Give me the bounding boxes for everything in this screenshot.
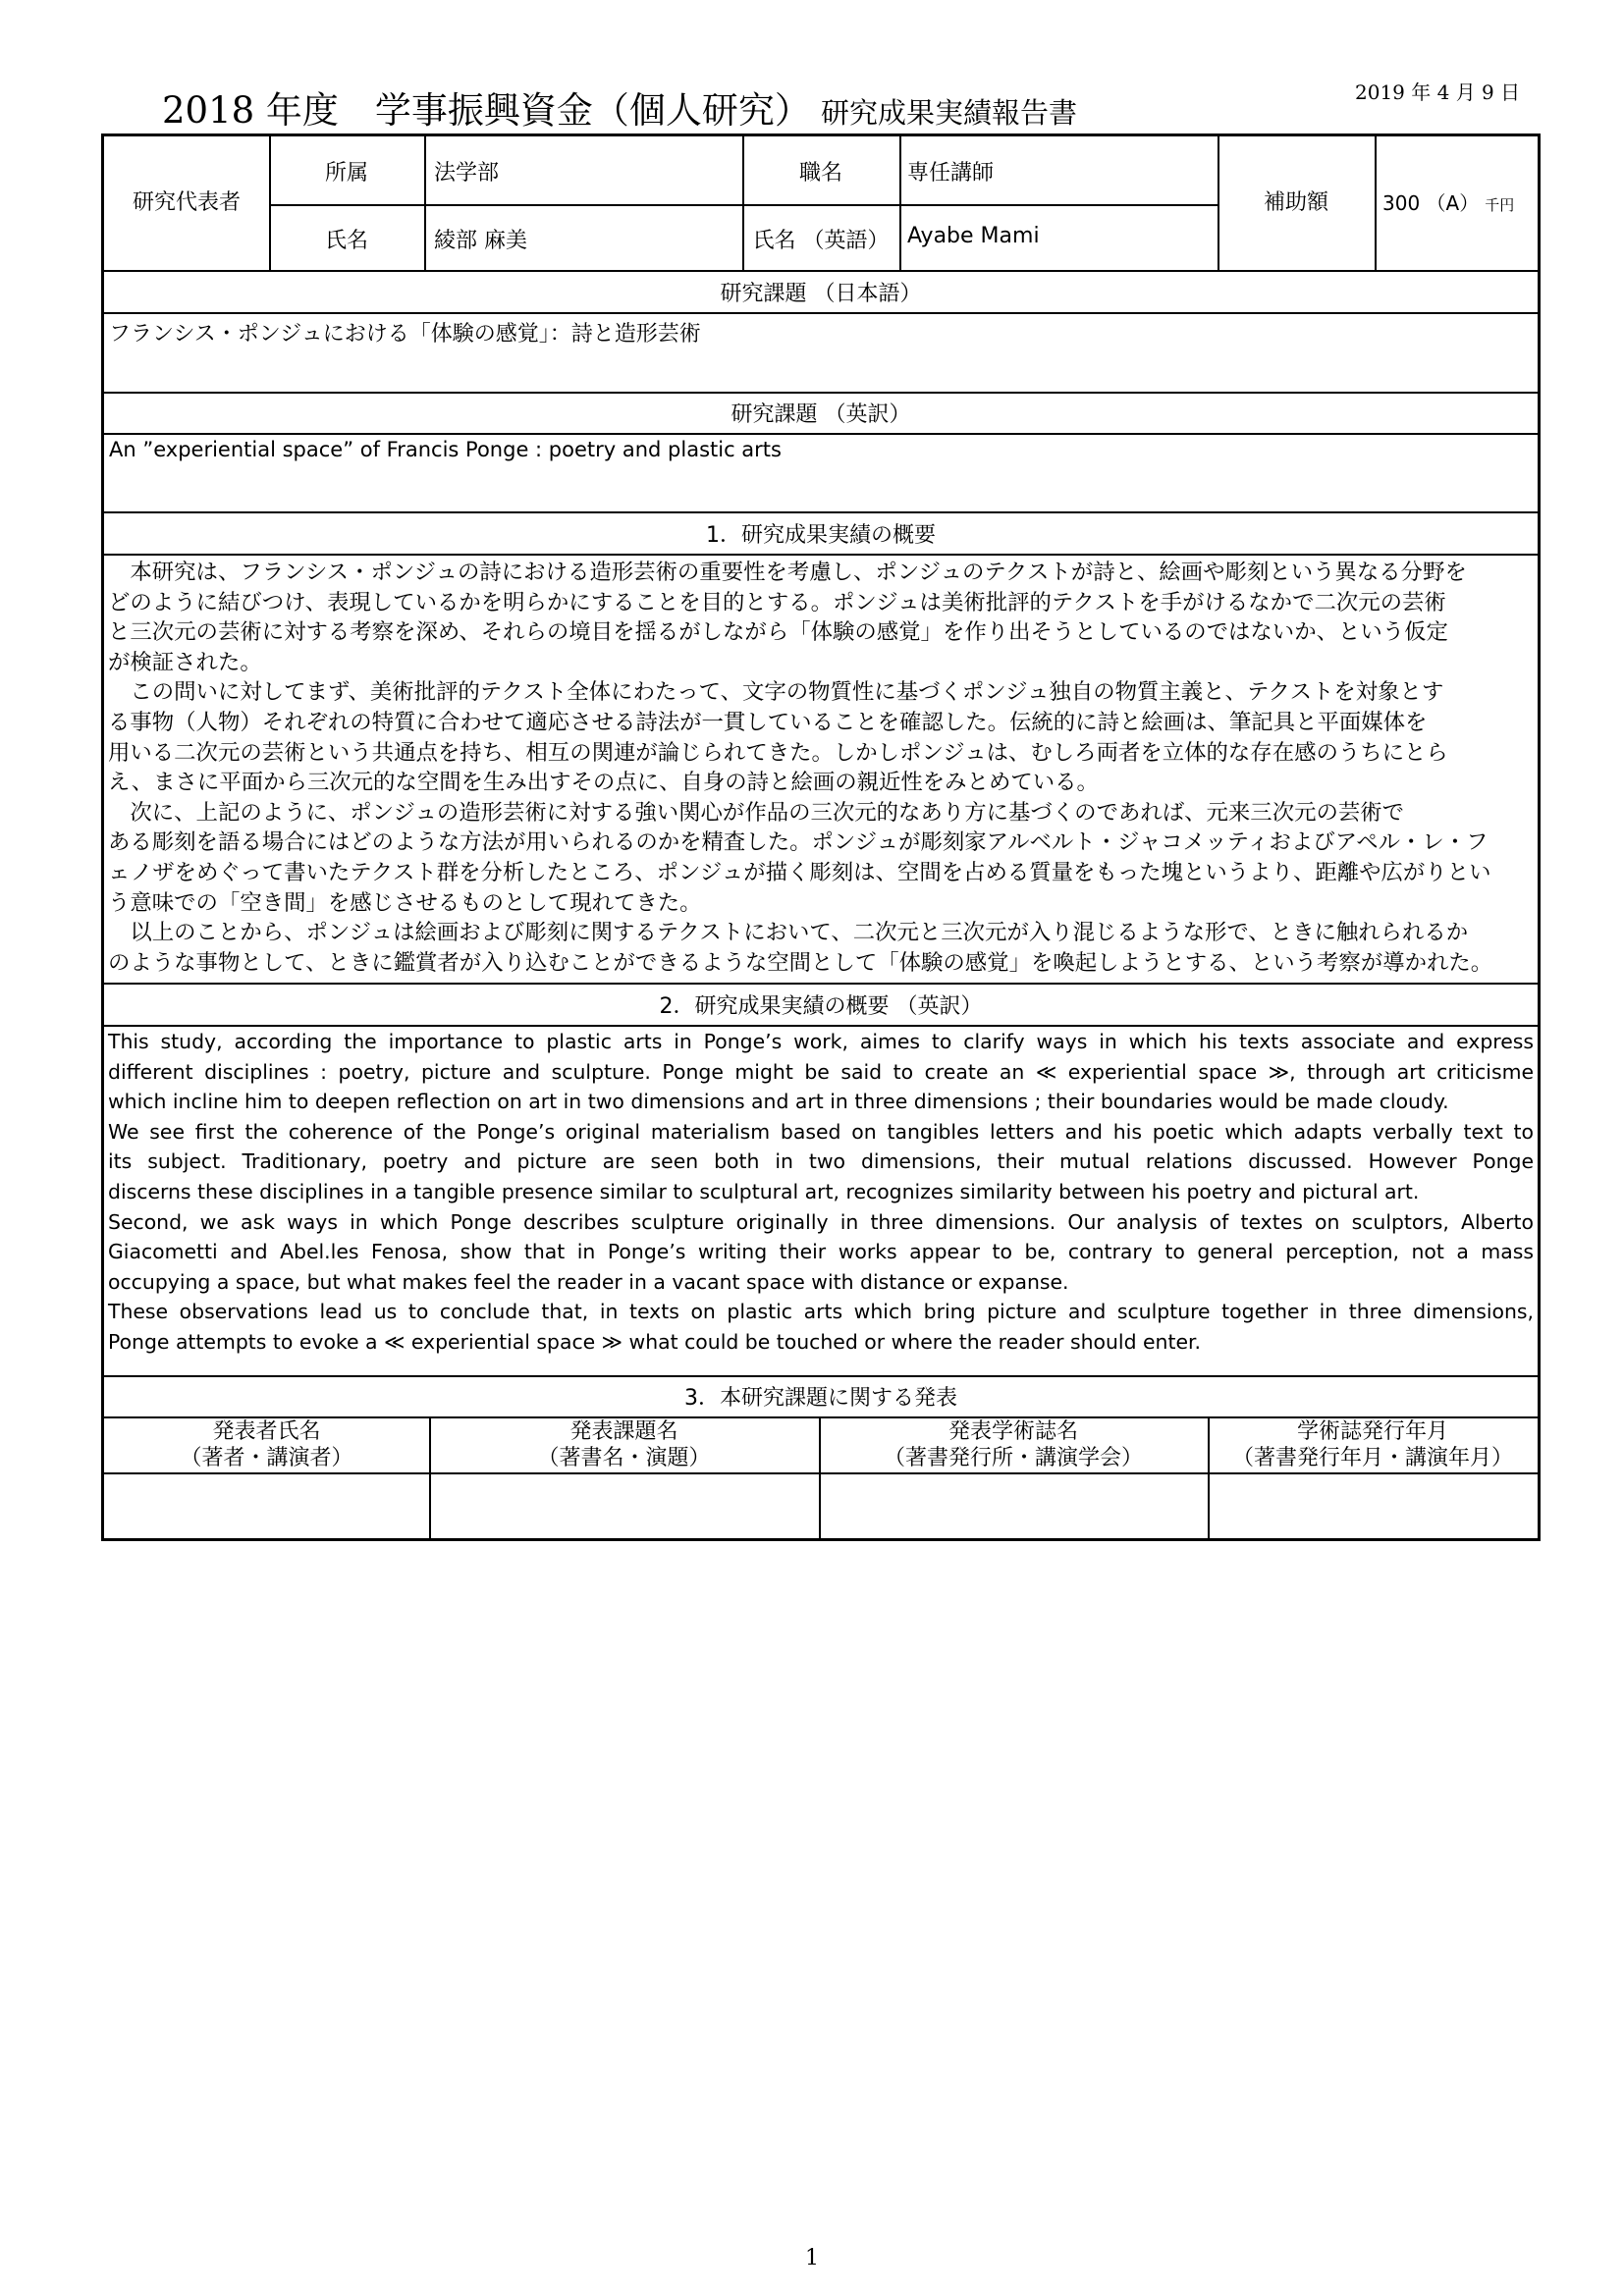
pub-cell-author[interactable] (104, 1474, 429, 1536)
summary-en-line: discerns these disciplines in a tangible presence similar to sculptural art, recognizes similarity between his poetry and pictural art. (108, 1179, 1420, 1203)
summary-en-body (108, 1027, 1534, 1358)
pub-col-title (429, 1418, 819, 1471)
name-value: 綾部 麻美 (434, 229, 527, 253)
topic-jp-header: 研究課題 （日本語） (720, 282, 922, 306)
summary-en-line: Giacometti and Abel.les Fenosa, show that in Ponge’s writing their works appear to be, contrary to general perception, not a mass (108, 1240, 1534, 1264)
pub-col-journal (819, 1418, 1208, 1471)
topic-jp-text: フランシス・ポンジュにおける「体験の感覚」：詩と造形芸術 (109, 322, 701, 347)
title-sub: 研究成果実績報告書 (820, 96, 1077, 130)
summary-en-line: Second, we ask ways in which Ponge describes sculpture originally in three dimensions. Our analysis of textes on sculptors, Alberto (108, 1209, 1534, 1234)
summary-jp-line: 本研究は、フランシス・ポンジュの詩における造形芸術の重要性を考慮し、ポンジュのテクストが詩と、絵画や彫刻という異なる分野を (108, 560, 1467, 585)
topic-en-header: 研究課題 （英訳） (731, 402, 911, 427)
pub-col-date-line2: （著書発行年月・講演年月） (1231, 1446, 1513, 1470)
position-label: 職名 (798, 161, 842, 186)
summary-jp-line: が検証された。 (108, 649, 262, 675)
pub-col-author-line2: （著者・講演者） (180, 1446, 353, 1470)
report-table (101, 133, 1541, 1541)
representative-label: 研究代表者 (132, 190, 241, 215)
pub-col-author-line1: 発表者氏名 (212, 1419, 321, 1444)
summary-en-line: This study, according the importance to plastic arts in Ponge’s work, aimes to clarify ways in which his texts associate and express (108, 1030, 1534, 1053)
summary-en-line: We see first the coherence of the Ponge’s original materialism based on tangibles letters and his poetic which adapts verbally text to (108, 1119, 1534, 1144)
pub-col-author (104, 1418, 429, 1471)
summary-jp-line: どのように結びつけ、表現しているかを明らかにすることを目的とする。ポンジュは美術批評的テクストを手がけるなかで二次元の芸術 (108, 589, 1446, 615)
summary-jp-line: え、まさに平面から三次元的な空間を生み出すその点に、自身の詩と絵画の親近性をみとめている。 (108, 770, 1099, 796)
name-en-value: Ayabe Mami (907, 224, 1040, 248)
name-label: 氏名 (324, 229, 368, 253)
subsidy-unit: 千円 (1485, 196, 1515, 214)
publications-header: 3．本研究課題に関する発表 (684, 1386, 957, 1411)
pub-col-date (1208, 1418, 1538, 1471)
summary-jp-line: る事物（人物）それぞれの特質に合わせて適応させる詩法が一貫していることを確認した。伝統的に詩と絵画は、筆記具と平面媒体を (108, 709, 1428, 735)
affiliation-value: 法学部 (434, 161, 500, 186)
summary-jp-header: 1．研究成果実績の概要 (706, 523, 936, 548)
summary-jp-line: ある彫刻を語る場合にはどのような方法が用いられるのかを精査した。ポンジュが彫刻家アルベルト・ジャコメッティおよびアペル・レ・フ (108, 829, 1489, 856)
summary-jp-line: ェノザをめぐって書いたテクスト群を分析したところ、ポンジュが描く彫刻は、空間を占める質量をもった塊というより、距離や広がりとい (108, 859, 1491, 885)
page-number: 1 (805, 2246, 819, 2270)
summary-en-header: 2．研究成果実績の概要 （英訳） (659, 994, 983, 1019)
pub-cell-title[interactable] (429, 1474, 819, 1536)
summary-en-line: which incline him to deepen reflection on art in two dimensions and art in three dimensions ; their boundaries would be made cloudy. (108, 1090, 1449, 1114)
summary-jp-line: と三次元の芸術に対する考察を深め、それらの境目を揺るがしながら「体験の感覚」を作り出そうとしているのではないか、という仮定 (108, 619, 1448, 646)
summary-jp-line: のような事物として、ときに鑑賞者が入り込むことができるような空間として「体験の感覚」を喚起しようとする、という考察が導かれた。 (108, 949, 1493, 976)
document-title (162, 80, 1077, 133)
subsidy-value: 300 （A） (1382, 191, 1480, 215)
subsidy-label: 補助額 (1263, 190, 1328, 215)
pub-col-title-line1: 発表課題名 (569, 1419, 678, 1444)
pub-cell-journal[interactable] (819, 1474, 1208, 1536)
title-main: 2018 年度 学事振興資金（個人研究） (162, 89, 811, 132)
summary-en-line: different disciplines : poetry, picture and sculpture. Ponge might be said to create an ≪ experiential space ≫, through art criticisme (108, 1059, 1534, 1084)
pub-col-journal-line2: （著書発行所・講演学会） (883, 1446, 1143, 1470)
summary-jp-line: この問いに対してまず、美術批評的テクスト全体にわたって、文字の物質性に基づくポンジュ独自の物質主義と、テクストを対象とす (108, 679, 1444, 706)
pub-cell-date[interactable] (1208, 1474, 1538, 1536)
summary-en-line: These observations lead us to conclude that, in texts on plastic arts which bring picture and sculpture together in three dimensions, (108, 1300, 1534, 1324)
name-en-label: 氏名 （英語） (752, 229, 890, 253)
report-date: 2019 年 4 月 9 日 (1355, 80, 1521, 104)
pub-col-date-line1: 学術誌発行年月 (1296, 1419, 1448, 1444)
position-value: 専任講師 (907, 161, 995, 186)
pub-col-journal-line1: 発表学術誌名 (947, 1419, 1078, 1444)
summary-jp-line: 用いる二次元の芸術という共通点を持ち、相互の関連が論じられてきた。しかしポンジュは、むしろ両者を立体的な存在感のうちにとら (108, 739, 1448, 766)
summary-en-line: Ponge attempts to evoke a ≪ experiential space ≫ what could be touched or where the reader should enter. (108, 1329, 1202, 1354)
affiliation-label: 所属 (324, 161, 368, 186)
summary-jp-line: 以上のことから、ポンジュは絵画および彫刻に関するテクストにおいて、二次元と三次元が入り混じるような形で、ときに触れられるか (108, 920, 1469, 946)
topic-en-text: An ”experiential space” of Francis Ponge : poetry and plastic arts (109, 438, 782, 461)
subsidy-amount (1382, 187, 1514, 216)
pub-col-title-line2: （著書名・演題） (537, 1446, 711, 1470)
summary-en-line: its subject. Traditionary, poetry and picture are seen both in two dimensions, their mutual relations discussed. However Ponge (108, 1149, 1534, 1174)
summary-en-line: occupying a space, but what makes feel the reader in a vacant space with distance or expanse. (108, 1269, 1069, 1294)
summary-jp-line: う意味での「空き間」を感じさせるものとして現れてきた。 (108, 889, 702, 916)
summary-jp-body (108, 558, 1534, 978)
summary-jp-line: 次に、上記のように、ポンジュの造形芸術に対する強い関心が作品の三次元的なあり方に基づくのであれば、元来三次元の芸術で (108, 799, 1405, 826)
